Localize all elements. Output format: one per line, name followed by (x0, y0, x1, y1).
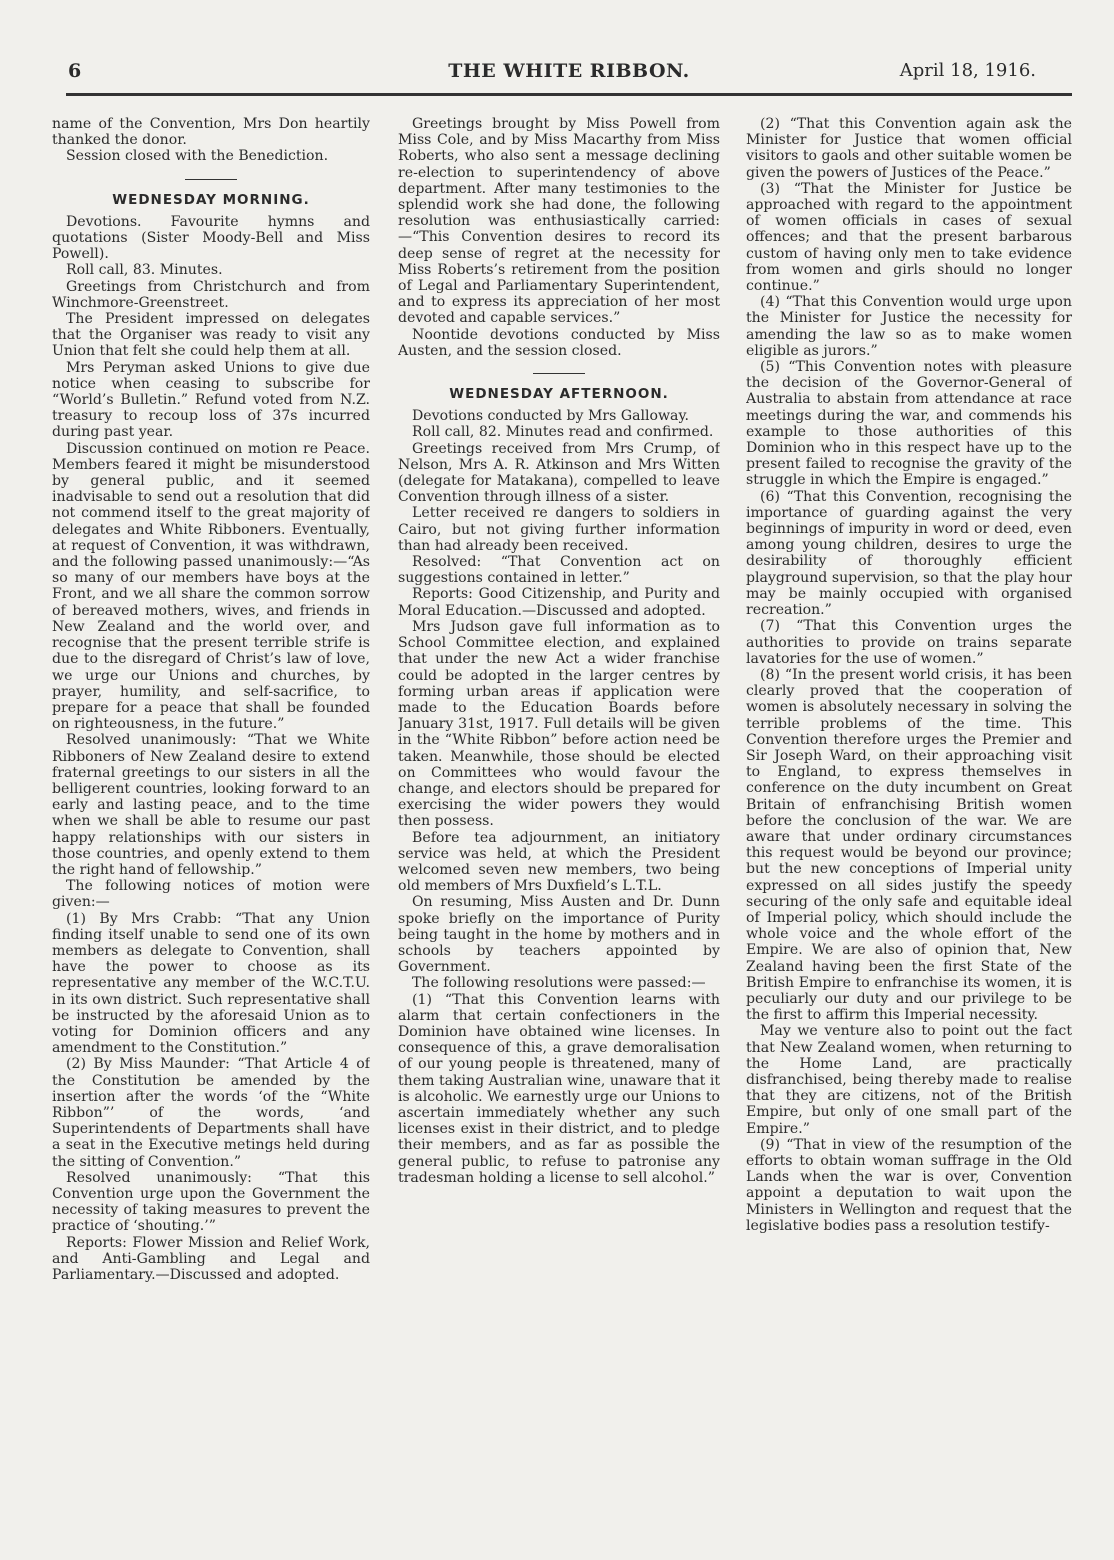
page-number: 6 (68, 60, 82, 82)
paragraph: Roll call, 82. Minutes read and confirmed. (412, 424, 714, 441)
paragraph: Roll call, 83. Minutes. (66, 262, 223, 279)
paragraph: The President impressed on delegates that the Organiser was ready to visit any Union that felt she could help them at all. (52, 311, 370, 360)
paragraph: (1) By Mrs Crabb: “That any Union finding itself unable to send one of its own members as delegate to Convention, shall have the power to choose as its representative any member of the W.C.T.U. in its own district. Such representative shall be instructed by the aforesaid Union as to voting for Dominion officers and any amendment to the Constitution.” (52, 910, 370, 1057)
paragraph: May we venture also to point out the fact that New Zealand women, when returning to the Home Land, are practically disfranchised, being thereby made to realise that they are citizens, not of the British Empire, but only of one small part of the Empire.” (746, 1023, 1072, 1137)
page-header (66, 58, 1072, 88)
paragraph: Mrs Judson gave full information as to School Committee election, and explained that under the new Act a wider franchise could be adopted in the larger centres by forming urban areas if application were made to the Education Boards before January 31st, 1917. Full details will be given in the “White Ribbon” before action need be taken. Meanwhile, those should be elected on Committees who would favour the change, and electors should be prepared for exercising the wider powers they would then possess. (398, 618, 720, 830)
section-divider (185, 179, 237, 180)
paragraph: Greetings brought by Miss Powell from Miss Cole, and by Miss Macarthy from Miss Roberts, who also sent a message declining re-election to superintendency of above department. After many testimonies to the splendid work she had done, the following resolution was enthusiastically carried:—“This Convention desires to record its deep sense of regret at the necessity for Miss Roberts’s retirement from the position of Legal and Parliamentary Superintendent, and to express its appreciation of her most devoted and capable services.” (398, 116, 720, 327)
paragraph: name of the Convention, Mrs Don heartily thanked the donor. (52, 116, 370, 149)
paragraph: Greetings from Christchurch and from Winchmore-Greenstreet. (52, 278, 370, 311)
paragraph: Discussion continued on motion re Peace. Members feared it might be misunderstood by general public, and it seemed inadvisable to send out a resolution that did not commend itself to the great majority of delegates and White Ribboners. Eventually, at request of Convention, it was withdrawn, and the following passed unanimously:—“As so many of our members have boys at the Front, and we all share the common sorrow of bereaved mothers, wives, and friends in New Zealand and the world over, and recognise that the present terrible strife is due to the disregard of Christ’s law of love, we urge our Unions and churches, by prayer, humility, and self-sacrifice, to prepare for a peace that shall be founded on righteousness, in the future.” (52, 440, 370, 733)
paragraph: Session closed with the Benediction. (66, 148, 329, 165)
paragraph: On resuming, Miss Austen and Dr. Dunn spoke briefly on the importance of Purity being taught in the home by mothers and in schools by teachers appointed by Government. (398, 894, 720, 976)
issue-date: April 18, 1916. (899, 60, 1036, 81)
paragraph: (3) “That the Minister for Justice be approached with regard to the appointment of women officials in cases of sexual offences; and that the present barbarous custom of having only men to take evidence from women and girls should no longer continue.” (746, 180, 1072, 295)
paragraph: (2) “That this Convention again ask the Minister for Justice that women official visitors to gaols and other suitable women be given the powers of Justices of the Peace.” (746, 116, 1072, 181)
section-divider (533, 373, 585, 374)
paragraph: Resolved unanimously: “That this Convention urge upon the Government the necessity of taking measures to prevent the practice of ‘shouting.’” (52, 1169, 370, 1235)
paragraph: Noontide devotions conducted by Miss Austen, and the session closed. (398, 326, 720, 359)
paragraph: (2) By Miss Maunder: “That Article 4 of the Constitution be amended by the insertion after the words ‘of the “White Ribbon”’ of the words, ‘and Superintendents of Departments shall have a seat in the Executive metings held during the sitting of Convention.” (52, 1056, 370, 1170)
masthead-title: THE WHITE RIBBON. (448, 60, 690, 82)
paragraph: (4) “That this Convention would urge upon the Minister for Justice the necessity for amending the law so as to make women eligible as jurors.” (746, 294, 1072, 359)
paragraph: Mrs Peryman asked Unions to give due notice when ceasing to subscribe for “World’s Bulletin.” Refund voted from N.Z. treasury to recoup loss of 37s incurred during past year. (52, 359, 370, 441)
column-1 (52, 116, 370, 1528)
column-2 (398, 116, 720, 1528)
paragraph: Greetings received from Mrs Crump, of Nelson, Mrs A. R. Atkinson and Mrs Witten (delegate for Matakana), compelled to leave Convention through illness of a sister. (398, 440, 720, 506)
paragraph: Letter received re dangers to soldiers in Cairo, but not giving further information than had already been received. (398, 505, 720, 554)
column-3 (746, 116, 1072, 1528)
paragraph: The following notices of motion were given:— (52, 878, 370, 911)
paragraph: (9) “That in view of the resumption of the efforts to obtain woman suffrage in the Old Lands when the war is over, Convention appoint a deputation to wait upon the Ministers in Wellington and request that the legislative bodies pass a resolution testify- (746, 1136, 1072, 1234)
paragraph: (5) “This Convention notes with pleasure the decision of the Governor-General of Australia to abstain from attendance at race meetings during the war, and commends his example to those authorities of this Dominion who in this respect have up to the present failed to recognise the gravity of the struggle in which the Empire is engaged.” (746, 359, 1072, 489)
paragraph: (7) “That this Convention urges the authorities to provide on trains separate lavatories for the use of women.” (746, 618, 1072, 667)
paragraph: Reports: Flower Mission and Relief Work, and Anti-Gambling and Legal and Parliamentary.—Discussed and adopted. (52, 1234, 370, 1284)
paragraph: The following resolutions were passed:— (412, 975, 706, 992)
paragraph: Devotions conducted by Mrs Galloway. (412, 408, 690, 425)
paragraph: (8) “In the present world crisis, it has been clearly proved that the cooperation of women is absolutely necessary in solving the terrible problems of the time. This Convention therefore urges the Premier and Sir Joseph Ward, on their approaching visit to England, to express themselves in conference on the duty incumbent on Great Britain of enfranchising British women before the conclusion of the war. We are aware that under ordinary circumstances this request would be beyond our province; but the new conceptions of Imperial unity expressed on all sides justify the speedy securing of the only safe and equitable ideal of Imperial policy, which should include the whole voice and the whole effort of the Empire. We are also of opinion that, New Zealand having been the first State of the British Empire to enfranchise its women, it is peculiarly our duty and our privilege to be the first to affirm this Imperial necessity. (746, 666, 1072, 1024)
section-heading-wednesday-morning: WEDNESDAY MORNING. (112, 191, 310, 208)
header-rule (66, 93, 1072, 96)
paragraph: Reports: Good Citizenship, and Purity and Moral Education.—Discussed and adopted. (398, 586, 720, 619)
paragraph: Resolved: “That Convention act on suggestions contained in letter.” (398, 554, 720, 587)
paragraph: Resolved unanimously: “That we White Ribboners of New Zealand desire to extend fraternal greetings to our sisters in all the belligerent countries, looking forward to an early and lasting peace, and to the time when we shall be able to resume our past happy relationships with our sisters in those countries, and openly extend to them the right hand of fellowship.” (52, 732, 370, 878)
paragraph: Before tea adjournment, an initiatory service was held, at which the President welcomed seven new members, two being old members of Mrs Duxfield’s L.T.L. (398, 829, 720, 895)
paragraph: (1) “That this Convention learns with alarm that certain confectioners in the Dominion have obtained wine licenses. In consequence of this, a grave demoralisation of our young people is threatened, many of them taking Australian wine, unaware that it is alcoholic. We earnestly urge our Unions to ascertain immediately whether any such licenses exist in their district, and to pledge their members, and as far as possible the general public, to refuse to patronise any tradesman holding a license to sell alcohol.” (398, 991, 720, 1186)
paragraph: (6) “That this Convention, recognising the importance of guarding against the very beginnings of impurity in word or deed, even among young children, desires to urge the desirability of thoroughly efficient playground supervision, so that the play hour may be mainly occupied with organised recreation.” (746, 488, 1072, 619)
paragraph: Devotions. Favourite hymns and quotations (Sister Moody-Bell and Miss Powell). (52, 213, 370, 263)
section-heading-wednesday-afternoon: WEDNESDAY AFTERNOON. (449, 386, 669, 403)
